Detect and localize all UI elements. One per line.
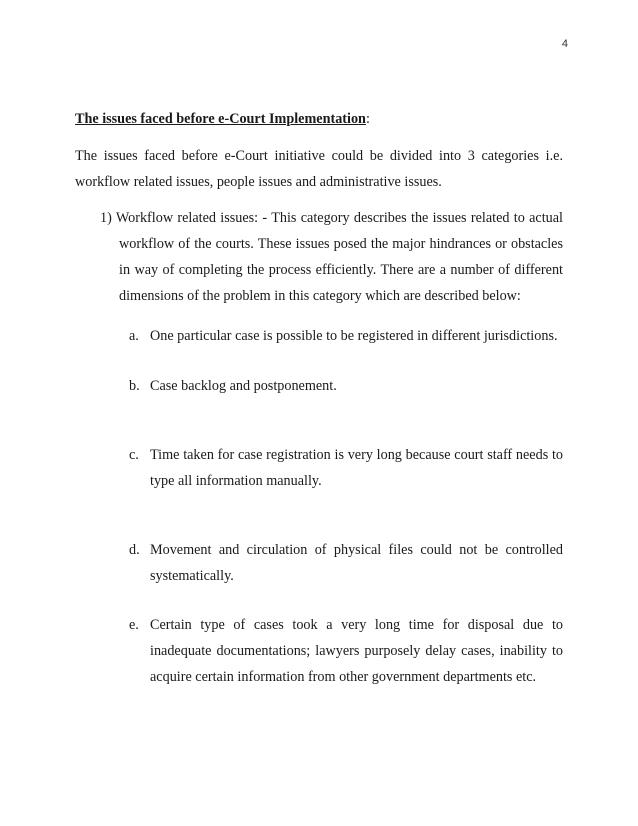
sub-item-list — [129, 323, 563, 690]
list-item — [129, 373, 563, 399]
section-1-paragraph — [100, 205, 563, 309]
list-item — [129, 442, 563, 494]
list-item-text: Time taken for case registration is very long because court staff needs to type all information manually. — [150, 447, 563, 489]
heading-title: The issues faced before e-Court Implementation — [75, 111, 366, 127]
list-item-text: One particular case is possible to be registered in different jurisdictions. — [150, 328, 558, 344]
intro-paragraph: The issues faced before e-Court initiative could be divided into 3 categories i.e. workflow related issues, people issues and administrative issues. — [75, 148, 563, 190]
numbered-section-1 — [90, 205, 563, 309]
list-item-text: Case backlog and postponement. — [150, 378, 337, 394]
list-item-letter: d. — [129, 542, 140, 558]
list-item — [129, 612, 563, 690]
list-item-letter: b. — [129, 378, 140, 394]
list-item-letter: c. — [129, 447, 139, 463]
list-item-letter: a. — [129, 328, 139, 344]
list-item-text: Certain type of cases took a very long time for disposal due to inadequate documentations; lawyers purposely delay cases, inability to acquire certain information from other government departments etc. — [150, 617, 563, 685]
document-body — [75, 106, 563, 690]
list-item-letter: e. — [129, 617, 139, 633]
section-1-number: 1) — [100, 210, 112, 226]
list-item — [129, 537, 563, 589]
list-item — [129, 323, 563, 349]
section-1-text: Workflow related issues: - This category describes the issues related to actual workflow of the courts. These issues posed the major hindrances or obstacles in way of completing the process efficiently. There are a number of different dimensions of the problem in this category which are described below: — [115, 210, 563, 304]
heading-colon: : — [365, 111, 370, 127]
page-number: 4 — [561, 38, 568, 50]
section-heading — [75, 106, 563, 132]
list-item-text: Movement and circulation of physical files could not be controlled systematically. — [150, 542, 563, 584]
